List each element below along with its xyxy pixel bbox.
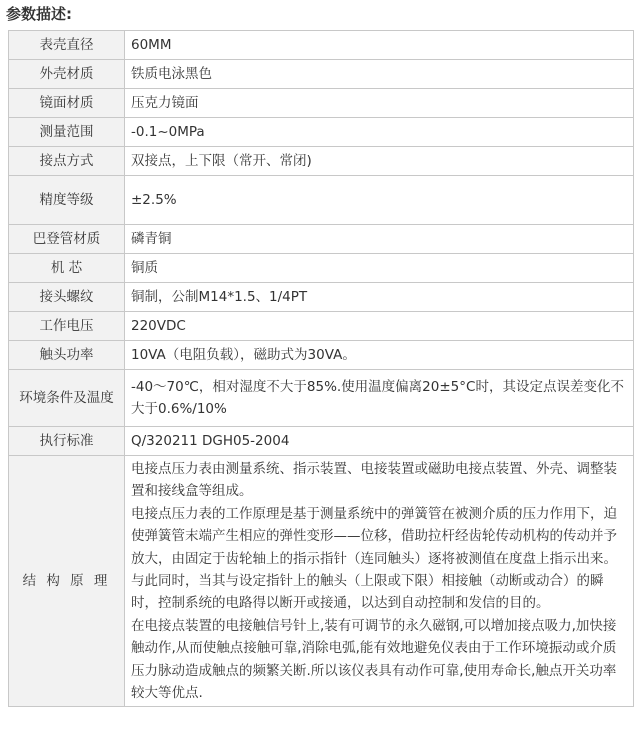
row-value: 10VA（电阻负载），磁助式为30VA。 <box>125 341 634 370</box>
row-label: 表壳直径 <box>9 31 125 60</box>
structure-value <box>125 456 634 707</box>
row-label: 精度等级 <box>9 176 125 225</box>
row-value: 压克力镜面 <box>125 89 634 118</box>
row-value: 铜制，公制M14*1.5、1/4PT <box>125 283 634 312</box>
structure-paragraph: 电接点压力表由测量系统、指示装置、电接装置或磁助电接点装置、外壳、调整装置和接线盒等组成。 <box>131 461 617 500</box>
row-value: 铜质 <box>125 254 634 283</box>
table-row <box>9 147 634 176</box>
structure-paragraph: 电接点压力表的工作原理是基于测量系统中的弹簧管在被测介质的压力作用下，迫使弹簧管末端产生相应的弹性变形——位移，借助拉杆经齿轮传动机构的传动并予放大，由固定于齿轮轴上的指示指针（连同触头）逐将被测值在度盘上指示出来。与此同时，当其与设定指针上的触头（上限或下限）相接触（动断或动合）的瞬时，控制系统的电路得以断开或接通，以达到自动控制和发信的目的。 <box>131 505 617 612</box>
row-label: 环境条件及温度 <box>9 370 125 427</box>
table-row <box>9 176 634 225</box>
spec-table <box>8 30 634 707</box>
row-label: 外壳材质 <box>9 60 125 89</box>
table-row <box>9 427 634 456</box>
row-value: ±2.5% <box>125 176 634 225</box>
table-row <box>9 456 634 707</box>
structure-paragraph: 在电接点装置的电接触信号针上,装有可调节的永久磁钢,可以增加接点吸力,加快接触动作,从而使触点接触可靠,消除电弧,能有效地避免仪表由于工作环境振动或介质压力脉动造成触点的频繁关断.所以该仪表具有动作可靠,使用寿命长,触点开关功率较大等优点. <box>131 617 617 702</box>
table-row <box>9 312 634 341</box>
row-value: -0.1~0MPa <box>125 118 634 147</box>
row-label: 执行标准 <box>9 427 125 456</box>
table-row <box>9 89 634 118</box>
section-heading: 参数描述: <box>6 5 72 23</box>
row-label: 接头螺纹 <box>9 283 125 312</box>
row-label: 接点方式 <box>9 147 125 176</box>
row-label: 机 芯 <box>9 254 125 283</box>
table-row <box>9 370 634 427</box>
table-row <box>9 341 634 370</box>
row-value: 双接点，上下限（常开、常闭) <box>125 147 634 176</box>
row-value: 220VDC <box>125 312 634 341</box>
table-row <box>9 283 634 312</box>
row-value: 磷青铜 <box>125 225 634 254</box>
table-row <box>9 254 634 283</box>
table-row <box>9 31 634 60</box>
row-label: 测量范围 <box>9 118 125 147</box>
row-value: -40～70℃，相对湿度不大于85%.使用温度偏离20±5°C时，其设定点误差变化不大于0.6%/10% <box>125 370 634 427</box>
row-label: 触头功率 <box>9 341 125 370</box>
table-row <box>9 118 634 147</box>
row-value: 60MM <box>125 31 634 60</box>
structure-label: 结 构 原 理 <box>9 456 125 707</box>
table-row <box>9 60 634 89</box>
row-label: 镜面材质 <box>9 89 125 118</box>
row-value: Q/320211 DGH05-2004 <box>125 427 634 456</box>
row-label: 工作电压 <box>9 312 125 341</box>
row-value: 铁质电泳黑色 <box>125 60 634 89</box>
table-row <box>9 225 634 254</box>
row-label: 巴登管材质 <box>9 225 125 254</box>
